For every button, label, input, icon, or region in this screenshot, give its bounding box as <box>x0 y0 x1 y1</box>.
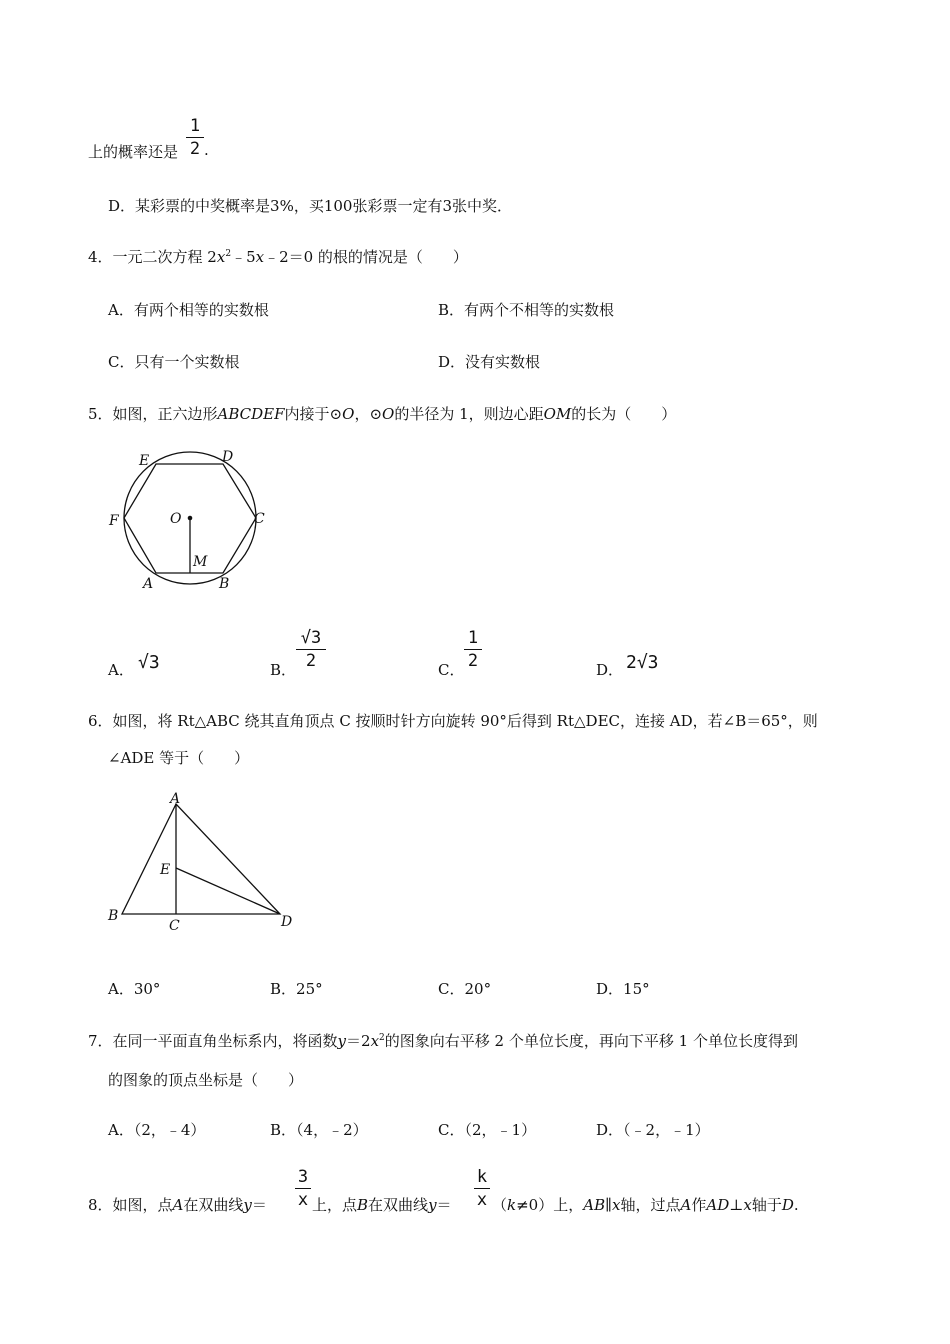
q5-option-c-frac <box>464 628 482 671</box>
q7-exp: 2 <box>379 1033 385 1043</box>
q6-option-a: A．30° <box>108 980 161 998</box>
q5-option-a-value: √3 <box>138 652 160 673</box>
q8-stem-part3 <box>492 1194 799 1215</box>
q8-end: . <box>793 1196 799 1214</box>
label-M: M <box>193 554 208 570</box>
q5-option-a-label: A． <box>108 661 134 679</box>
q5-option-d-value: 2√3 <box>626 652 659 673</box>
q8-s9: ⊥ <box>729 1196 744 1214</box>
q5-option-c-den: 2 <box>467 651 479 671</box>
label-B: B <box>219 576 230 592</box>
q5-option-c-num: 1 <box>467 628 479 648</box>
q8-x2: x <box>743 1196 752 1214</box>
q8-f2-num: k <box>476 1167 488 1187</box>
q8-b: B <box>357 1196 369 1214</box>
q7-pre: 7．在同一平面直角坐标系内，将函数 <box>88 1032 338 1050</box>
q4-stem-end: ﹣2＝0 的根的情况是（ ） <box>264 248 468 266</box>
label-D: D <box>222 449 234 465</box>
q5-option-d-label: D． <box>596 661 624 679</box>
q8-s7: 轴，过点 <box>620 1196 681 1214</box>
q5-option-b-num: √3 <box>300 628 322 648</box>
q8-a2: A <box>680 1196 692 1214</box>
q8-fraction-3x <box>295 1167 311 1210</box>
q5-stem-2: 内接于⊙ <box>284 405 343 423</box>
q8-y2: y <box>428 1196 437 1214</box>
q8-f1-den: x <box>297 1190 309 1210</box>
q8-fraction-kx <box>474 1167 490 1210</box>
q7-option-a: A．（2，﹣4） <box>108 1121 206 1139</box>
q3-option-d: D．某彩票的中奖概率是3%，买100张彩票一定有3张中奖． <box>108 197 512 215</box>
q8-s4: （ <box>492 1196 508 1214</box>
q5-poly: ABCDEF <box>217 405 285 423</box>
label-A: A <box>143 576 154 592</box>
q8-s2: 上，点 <box>312 1196 358 1214</box>
q7-stem-line1 <box>88 1030 798 1051</box>
label-F: F <box>109 513 119 529</box>
q4-option-b: B．有两个不相等的实数根 <box>438 301 615 319</box>
q7-option-b: B．（4，﹣2） <box>270 1121 368 1139</box>
q3-frac-num: 1 <box>189 116 201 136</box>
q7-option-d: D．（﹣2，﹣1） <box>596 1121 710 1139</box>
q5-option-b-frac <box>296 628 326 671</box>
q8-y1: y <box>243 1196 252 1214</box>
q8-pre: 8．如图，点 <box>88 1196 173 1214</box>
label-E: E <box>139 453 150 469</box>
triangle-abd <box>122 804 280 914</box>
hexagon-figure <box>100 442 280 598</box>
q8-s6: ∥ <box>605 1196 613 1214</box>
q6-stem-line1: 6．如图，将 Rt△ABC 绕其直角顶点 C 按顺时针方向旋转 90°后得到 Rt△DEC，连接 AD，若∠B＝65°，则 <box>88 712 818 730</box>
q5-o1: O <box>342 405 355 423</box>
label-O: O <box>170 511 182 527</box>
label-B: B <box>108 908 119 924</box>
q8-eq2: ＝ <box>436 1196 452 1214</box>
label-A: A <box>170 791 181 807</box>
q5-o2: O <box>382 405 395 423</box>
q5-option-c-label: C． <box>438 661 465 679</box>
q6-option-b: B．25° <box>270 980 323 998</box>
q5-stem-1: 5．如图，正六边形 <box>88 405 218 423</box>
q7-stem-line2: 的图象的顶点坐标是（ ） <box>108 1071 304 1089</box>
q7-post: 的图象向右平移 2 个单位长度，再向下平移 1 个单位长度得到 <box>384 1032 798 1050</box>
q7-var-y: y <box>337 1032 347 1050</box>
q5-stem <box>88 403 676 424</box>
q3-tail-label: 上的概率还是 <box>88 143 179 161</box>
q7-eq: ＝2 <box>346 1032 371 1050</box>
q5-option-b-den: 2 <box>305 651 317 671</box>
q8-f2-den: x <box>476 1190 488 1210</box>
q6-option-d: D．15° <box>596 980 650 998</box>
q5-option-b-label: B． <box>270 661 297 679</box>
label-C: C <box>254 511 265 527</box>
q4-stem-post: ﹣5 <box>231 248 256 266</box>
q8-eq1: ＝ <box>251 1196 267 1214</box>
q4-exp: 2 <box>225 249 232 259</box>
q5-om: OM <box>543 405 572 423</box>
q4-option-d: D．没有实数根 <box>438 353 541 371</box>
q8-stem-part1 <box>88 1194 267 1215</box>
q8-xax: x <box>612 1196 621 1214</box>
label-D: D <box>281 914 293 930</box>
q8-stem-part2 <box>312 1194 452 1215</box>
q3-tail-text <box>88 141 178 162</box>
q4-var-x: x <box>216 248 226 266</box>
triangle-figure <box>100 790 300 935</box>
q8-k: k <box>507 1196 517 1214</box>
label-C: C <box>169 918 180 934</box>
q8-s10: 轴于 <box>751 1196 782 1214</box>
q4-option-a: A．有两个相等的实数根 <box>108 301 269 319</box>
q8-s8: 作 <box>691 1196 707 1214</box>
q8-f1-num: 3 <box>297 1167 309 1187</box>
q3-fraction <box>186 116 204 159</box>
q8-ab: AB <box>583 1196 606 1214</box>
q4-var-x2: x <box>255 248 265 266</box>
q6-stem-line2: ∠ADE 等于（ ） <box>108 749 250 767</box>
q7-option-c: C．（2，﹣1） <box>438 1121 537 1139</box>
q7-var-x: x <box>370 1032 380 1050</box>
q8-s3: 在双曲线 <box>368 1196 429 1214</box>
q8-s5: ≠0）上， <box>516 1196 584 1214</box>
q8-d: D <box>781 1196 794 1214</box>
q5-stem-5: 的长为（ ） <box>571 405 677 423</box>
q8-a: A <box>172 1196 184 1214</box>
q4-stem <box>88 246 468 267</box>
segment-ed <box>176 868 280 914</box>
q3-frac-den: 2 <box>189 139 201 159</box>
label-E: E <box>160 862 171 878</box>
q5-stem-3: ，⊙ <box>354 405 383 423</box>
q5-stem-4: 的半径为 1，则边心距 <box>394 405 544 423</box>
q3-tail-end: . <box>204 141 209 159</box>
q4-option-c: C．只有一个实数根 <box>108 353 240 371</box>
q8-s1: 在双曲线 <box>183 1196 244 1214</box>
center-point <box>188 516 193 521</box>
q8-ad: AD <box>706 1196 730 1214</box>
q4-stem-pre: 4．一元二次方程 2 <box>88 248 217 266</box>
q6-option-c: C．20° <box>438 980 492 998</box>
